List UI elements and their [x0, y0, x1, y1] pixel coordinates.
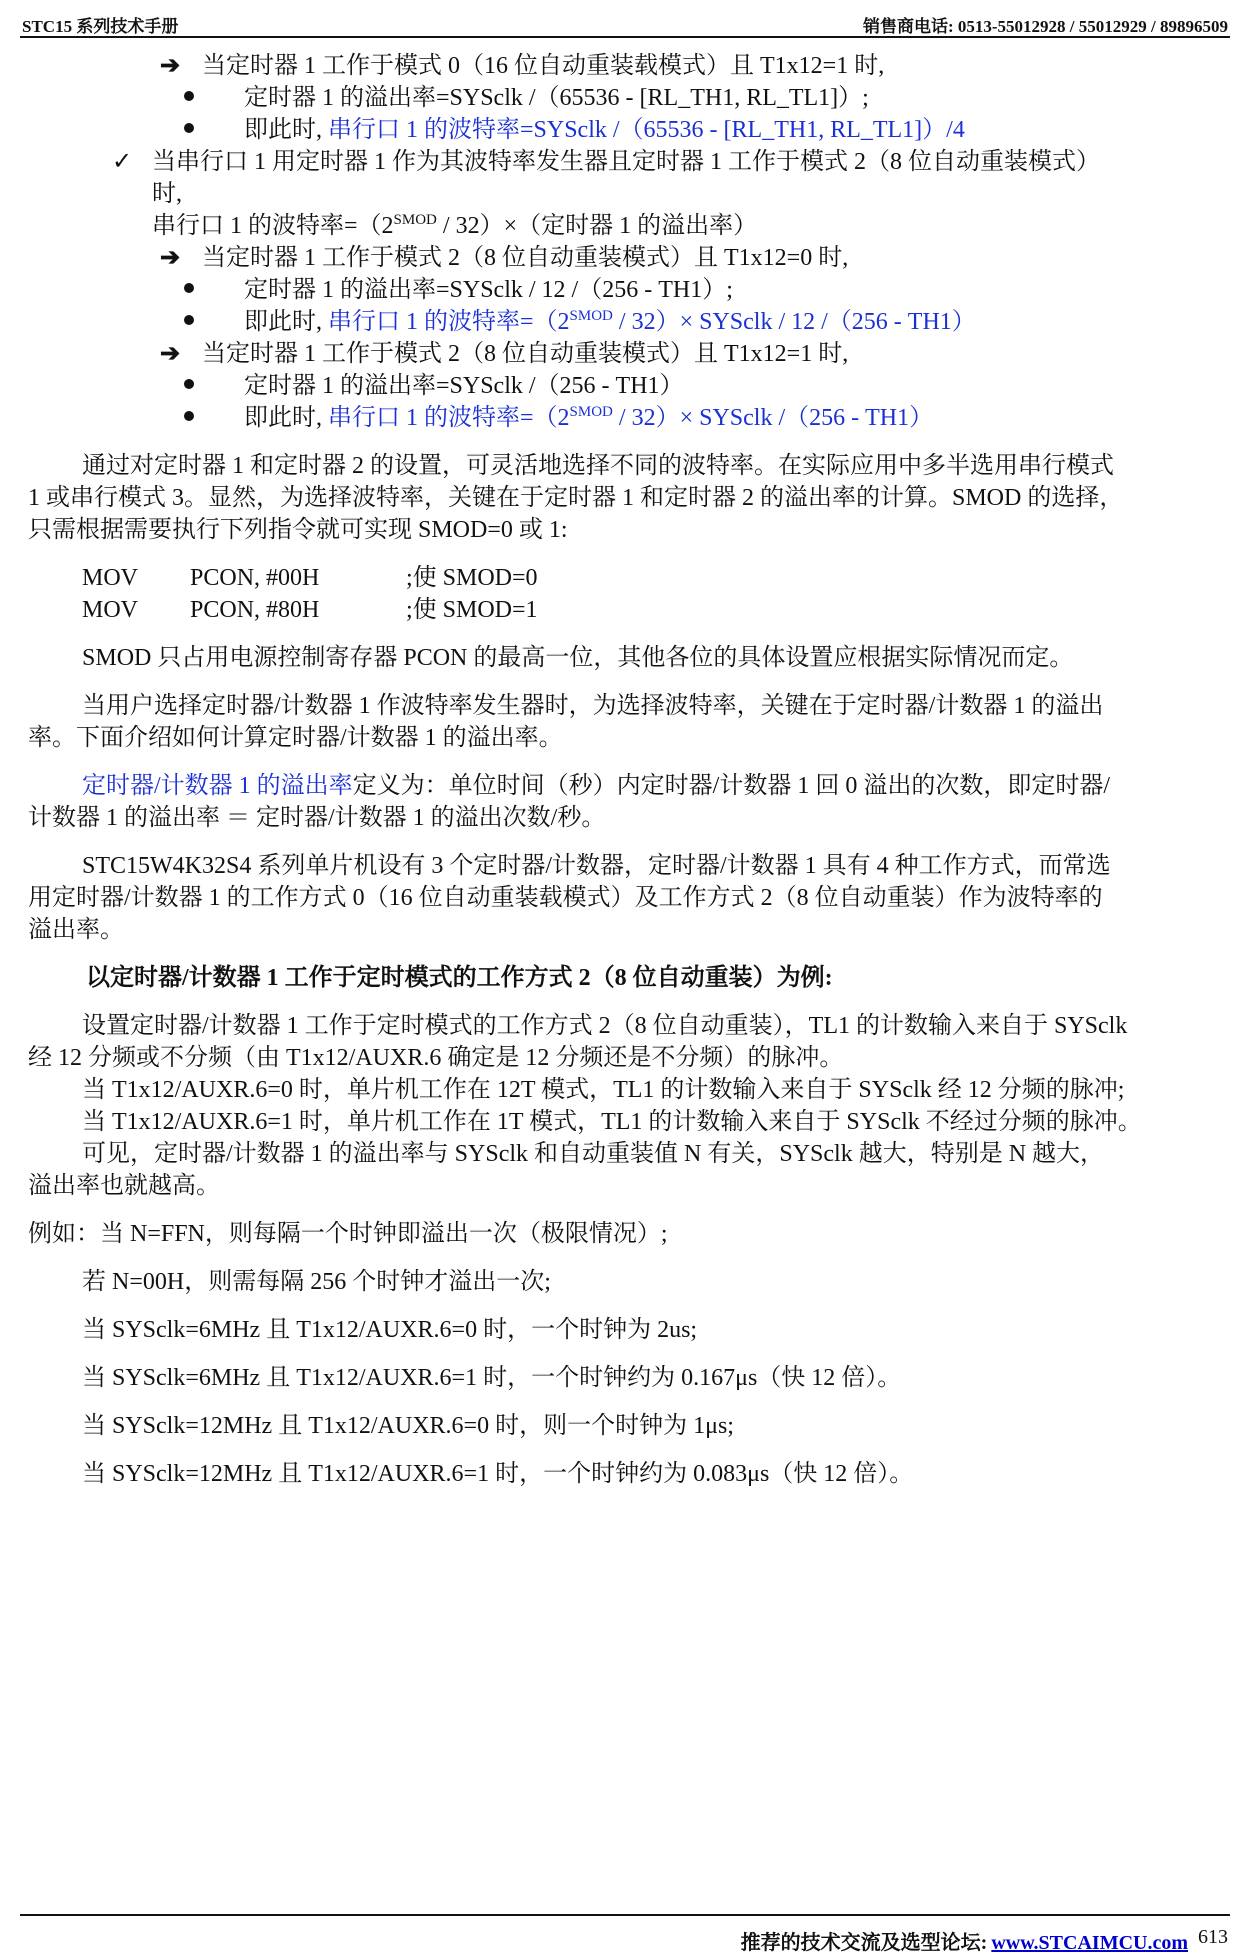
mode2-check-item: ✓ 当串行口 1 用定时器 1 作为其波特率发生器且定时器 1 工作于模式 2（8 位自动重装模式）	[112, 146, 1100, 178]
bullet-icon	[184, 379, 194, 389]
example-4: 当 SYSclk=6MHz 且 T1x12/AUXR.6=1 时，一个时钟约为 0.167μs（快 12 倍）。	[82, 1365, 902, 1391]
para3-line2: 率。下面介绍如何计算定时器/计数器 1 的溢出率。	[28, 725, 563, 751]
code-line-1: MOV PCON, #00H ;使 SMOD=0	[82, 565, 538, 591]
page-number: 613	[1198, 1926, 1228, 1948]
mode2-t1-baud-rate: 即此时, 串行口 1 的波特率$=(2^{SMOD} / 32)\times$ SYSclk /（256 - TH1）	[184, 402, 933, 434]
example-3: 当 SYSclk=6MHz 且 T1x12/AUXR.6=0 时，一个时钟为 2us;	[82, 1317, 698, 1343]
mode2-t0-baud-rate: 即此时, 串行口 1 的波特率$=(2^{SMOD} / 32)\times$ SYSclk / 12 /（256 - TH1）	[184, 306, 976, 338]
para6-line6: 溢出率也就越高。	[28, 1173, 220, 1199]
para1-line2: 1 或串行模式 3。显然，为选择波特率，关键在于定时器 1 和定时器 2 的溢出率的计算。SMOD 的选择，	[28, 485, 1124, 511]
example-2: 若 N=00H，则需每隔 256 个时钟才溢出一次;	[82, 1269, 551, 1295]
para6-line5: 可见，定时器/计数器 1 的溢出率与 SYSclk 和自动重装值 N 有关，SYSclk 越大，特别是 N 越大，	[82, 1141, 1105, 1167]
para6-line2: 经 12 分频或不分频（由 T1x12/AUXR.6 确定是 12 分频还是不分频）的脉冲。	[28, 1045, 844, 1071]
forum-link[interactable]: www.STCAIMCU.com	[991, 1932, 1188, 1954]
para6-line4: 当 T1x12/AUXR.6=1 时，单片机工作在 1T 模式，TL1 的计数输入来自于 SYSclk 不经过分频的脉冲。	[82, 1109, 1142, 1135]
example-6: 当 SYSclk=12MHz 且 T1x12/AUXR.6=1 时，一个时钟约为 0.083μs（快 12 倍）。	[82, 1461, 914, 1487]
mode2-t0-overflow-rate: 定时器 1 的溢出率=SYSclk / 12 /（256 - TH1）;	[184, 274, 733, 306]
bullet-icon	[184, 315, 194, 325]
mode2-t1x12-0-title: ➔ 当定时器 1 工作于模式 2（8 位自动重装模式）且 T1x12=0 时,	[160, 242, 848, 274]
para1-line3: 只需根据需要执行下列指令就可实现 SMOD=0 或 1:	[28, 517, 568, 543]
para1-line1: 通过对定时器 1 和定时器 2 的设置，可灵活地选择不同的波特率。在实际应用中多半选用串行模式	[82, 453, 1114, 479]
arrow-icon: ➔	[160, 53, 181, 79]
para4-line2: 计数器 1 的溢出率 ＝ 定时器/计数器 1 的溢出次数/秒。	[28, 805, 606, 831]
mode2-baud-formula: 串行口 1 的波特率$=(2^{SMOD} / 32)\times$（定时器 1 的溢出率）	[152, 212, 758, 239]
mode2-t1-overflow-rate: 定时器 1 的溢出率=SYSclk /（256 - TH1）	[184, 370, 684, 402]
mode0-baud-rate: 即此时, 串行口 1 的波特率=SYSclk /（65536 - [RL_TH1, RL_TL1]）/4	[184, 114, 965, 146]
mode2-t1x12-1-title: ➔ 当定时器 1 工作于模式 2（8 位自动重装模式）且 T1x12=1 时,	[160, 338, 848, 370]
header-title: STC15 系列技术手册	[22, 17, 179, 36]
arrow-icon: ➔	[160, 341, 181, 367]
para3-line1: 当用户选择定时器/计数器 1 作波特率发生器时，为选择波特率，关键在于定时器/计数器 1 的溢出	[82, 693, 1104, 719]
footer-rule	[20, 1914, 1230, 1916]
bullet-icon	[184, 283, 194, 293]
para5-line2: 用定时器/计数器 1 的工作方式 0（16 位自动重装载模式）及工作方式 2（8 位自动重装）作为波特率的	[28, 885, 1103, 911]
bullet-icon	[184, 91, 194, 101]
mode2-check-line2: 时,	[152, 181, 182, 207]
header-rule	[20, 36, 1230, 38]
section-heading: 以定时器/计数器 1 工作于定时模式的工作方式 2（8 位自动重装）为例:	[86, 965, 833, 991]
bullet-icon	[184, 411, 194, 421]
mode0-t1x12-1-title: ➔ 当定时器 1 工作于模式 0（16 位自动重装载模式）且 T1x12=1 时,	[160, 50, 884, 82]
arrow-icon: ➔	[160, 245, 181, 271]
para6-line1: 设置定时器/计数器 1 工作于定时模式的工作方式 2（8 位自动重装），TL1 的计数输入来自于 SYSclk	[82, 1013, 1128, 1039]
para2: SMOD 只占用电源控制寄存器 PCON 的最高一位，其他各位的具体设置应根据实际情况而定。	[82, 645, 1074, 671]
check-icon: ✓	[112, 149, 133, 175]
example-1: 例如：当 N=FFN，则每隔一个时钟即溢出一次（极限情况）;	[28, 1221, 668, 1247]
mode0-overflow-rate: 定时器 1 的溢出率=SYSclk /（65536 - [RL_TH1, RL_TL1]）;	[184, 82, 869, 114]
bullet-icon	[184, 123, 194, 133]
para5-line1: STC15W4K32S4 系列单片机设有 3 个定时器/计数器，定时器/计数器 1 具有 4 种工作方式，而常选	[82, 853, 1111, 879]
para5-line3: 溢出率。	[28, 917, 124, 943]
header-phone: 销售商电话: 0513-55012928 / 55012929 / 89896509	[862, 17, 1228, 36]
example-5: 当 SYSclk=12MHz 且 T1x12/AUXR.6=0 时，则一个时钟为 1μs;	[82, 1413, 734, 1439]
code-line-2: MOV PCON, #80H ;使 SMOD=1	[82, 597, 538, 623]
para4-line1: 定时器/计数器 1 的溢出率定义为：单位时间（秒）内定时器/计数器 1 回 0 溢出的次数，即定时器/	[82, 773, 1111, 799]
para6-line3: 当 T1x12/AUXR.6=0 时，单片机工作在 12T 模式，TL1 的计数输入来自于 SYSclk 经 12 分频的脉冲;	[82, 1077, 1125, 1103]
footer-forum: 推荐的技术交流及选型论坛: www.STCAIMCU.com	[740, 1932, 1188, 1954]
